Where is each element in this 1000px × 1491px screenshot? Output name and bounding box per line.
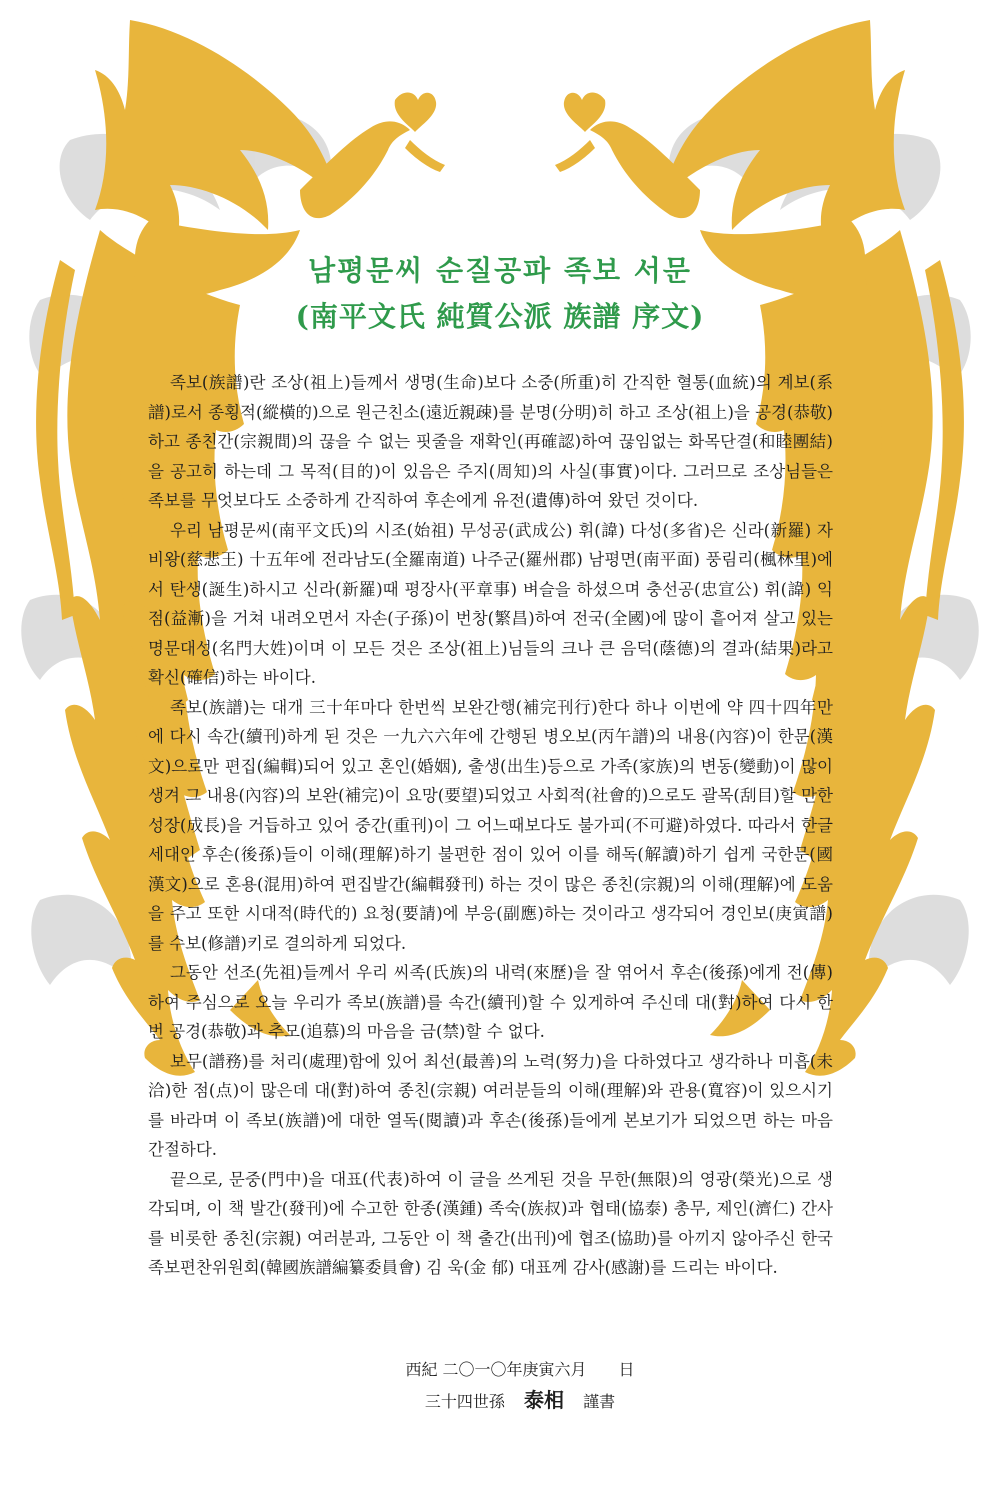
signature-date: 西紀 二〇一〇年庚寅六月 日	[405, 1360, 635, 1379]
paragraph: 보무(譜務)를 처리(處理)함에 있어 최선(最善)의 노력(努力)을 다하였다고 생각하나 미흡(未洽)한 점(点)이 많은데 대(對)하여 종친(宗親) 여러분들의 이해(理解)와 관용(寬容)이 있으시기를 바라며 이 족보(族譜)에 대한 열독(閱讀)과 후손(後孫)들에게 본보기가 되었으면 하는 마음 간절하다.	[148, 1051, 833, 1159]
signature-suffix: 謹書	[583, 1392, 616, 1411]
paragraph: 족보(族譜)란 조상(祖上)들께서 생명(生命)보다 소중(所重)히 간직한 혈통(血統)의 계보(系譜)로서 종횡적(縱橫的)으로 원근친소(遠近親疎)를 분명(分明)히 하고 조상(祖上)을 공경(恭敬)하고 종친간(宗親間)의 끊을 수 없는 핏줄을 재확인(再確認)하여 끊임없는 화목단결(和睦團結)을 공고히 하는데 그 목적(目的)이 있음은 주지(周知)의 사실(事實)이다. 그러므로 조상님들은 족보를 무엇보다도 소중하게 간직하여 후손에게 유전(遺傳)하여 왔던 것이다.	[148, 373, 833, 510]
title-korean: 남평문씨 순질공파 족보 서문	[308, 254, 692, 287]
paragraph: 족보(族譜)는 대개 三十年마다 한번씩 보완간행(補完刊行)한다 하나 이번에 약 四十四年만에 다시 속간(續刊)하게 된 것은 一九六六年에 간행된 병오보(丙午譜)의 내용(內容)이 한문(漢文)으로만 편집(編輯)되어 있고 혼인(婚姻), 출생(出生)등으로 가족(家族)의 변동(變動)이 많이 생겨 그 내용(內容)의 보완(補完)이 요망(要望)되었고 사회적(社會的)으로도 괄목(刮目)할 만한 성장(成長)을 거듭하고 있어 중간(重刊)이 그 어느때보다도 불가피(不可避)하였다. 따라서 한글 세대인 후손(後孫)들이 이해(理解)하기 불편한 점이 있어 이를 해독(解讀)하기 쉽게 국한문(國漢文)으로 혼용(混用)하여 편집발간(編輯發刊) 하는 것이 많은 종친(宗親)의 이해(理解)에 도움을 주고 또한 시대적(時代的) 요청(要請)에 부응(副應)하는 것이라고 생각되어 경인보(庚寅譜)를 수보(修譜)키로 결의하게 되었다.	[148, 697, 833, 953]
title-hanja: (南平文氏 純質公派 族譜 序文)	[295, 300, 705, 333]
title-block	[0, 248, 1000, 340]
preface-body	[148, 368, 833, 1283]
paragraph: 끝으로, 문중(門中)을 대표(代表)하여 이 글을 쓰게된 것을 무한(無限)의 영광(榮光)으로 생각되며, 이 책 발간(發刊)에 수고한 한종(漢鍾) 족숙(族叔)과 협태(協泰) 총무, 제인(濟仁) 간사를 비롯한 종친(宗親) 여러분과, 그동안 이 책 출간(出刊)에 협조(協助)를 아끼지 않아주신 한국족보편찬위원회(韓國族譜編纂委員會) 김 욱(金 郁) 대표께 감사(感謝)를 드리는 바이다.	[148, 1169, 833, 1277]
paragraph: 그동안 선조(先祖)들께서 우리 씨족(氏族)의 내력(來歷)을 잘 엮어서 후손(後孫)에게 전(傳)하여 주심으로 오늘 우리가 족보(族譜)를 속간(續刊)할 수 있게하여 주신데 대(對)하여 다시 한번 공경(恭敬)과 추모(追慕)의 마음을 금(禁)할 수 없다.	[148, 963, 833, 1041]
signature-generation: 三十四世孫	[424, 1392, 505, 1411]
signature-name: 泰相	[524, 1388, 564, 1412]
signature-block	[0, 1354, 1000, 1417]
signature-author	[0, 1385, 1000, 1417]
paragraph: 우리 남평문씨(南平文氏)의 시조(始祖) 무성공(武成公) 휘(諱) 다성(多省)은 신라(新羅) 자비왕(慈悲王) 十五年에 전라남도(全羅南道) 나주군(羅州郡) 남평면(南平面) 풍림리(楓林里)에서 탄생(誕生)하시고 신라(新羅)때 평장사(平章事) 벼슬을 하셨으며 충선공(忠宣公) 휘(諱) 익점(益漸)을 거쳐 내려오면서 자손(子孫)이 번창(繁昌)하여 전국(全國)에 많이 흩어져 살고 있는 명문대성(名門大姓)이며 이 모든 것은 조상(祖上)님들의 크나 큰 음덕(蔭德)의 결과(結果)라고 확신(確信)하는 바이다.	[148, 520, 833, 687]
